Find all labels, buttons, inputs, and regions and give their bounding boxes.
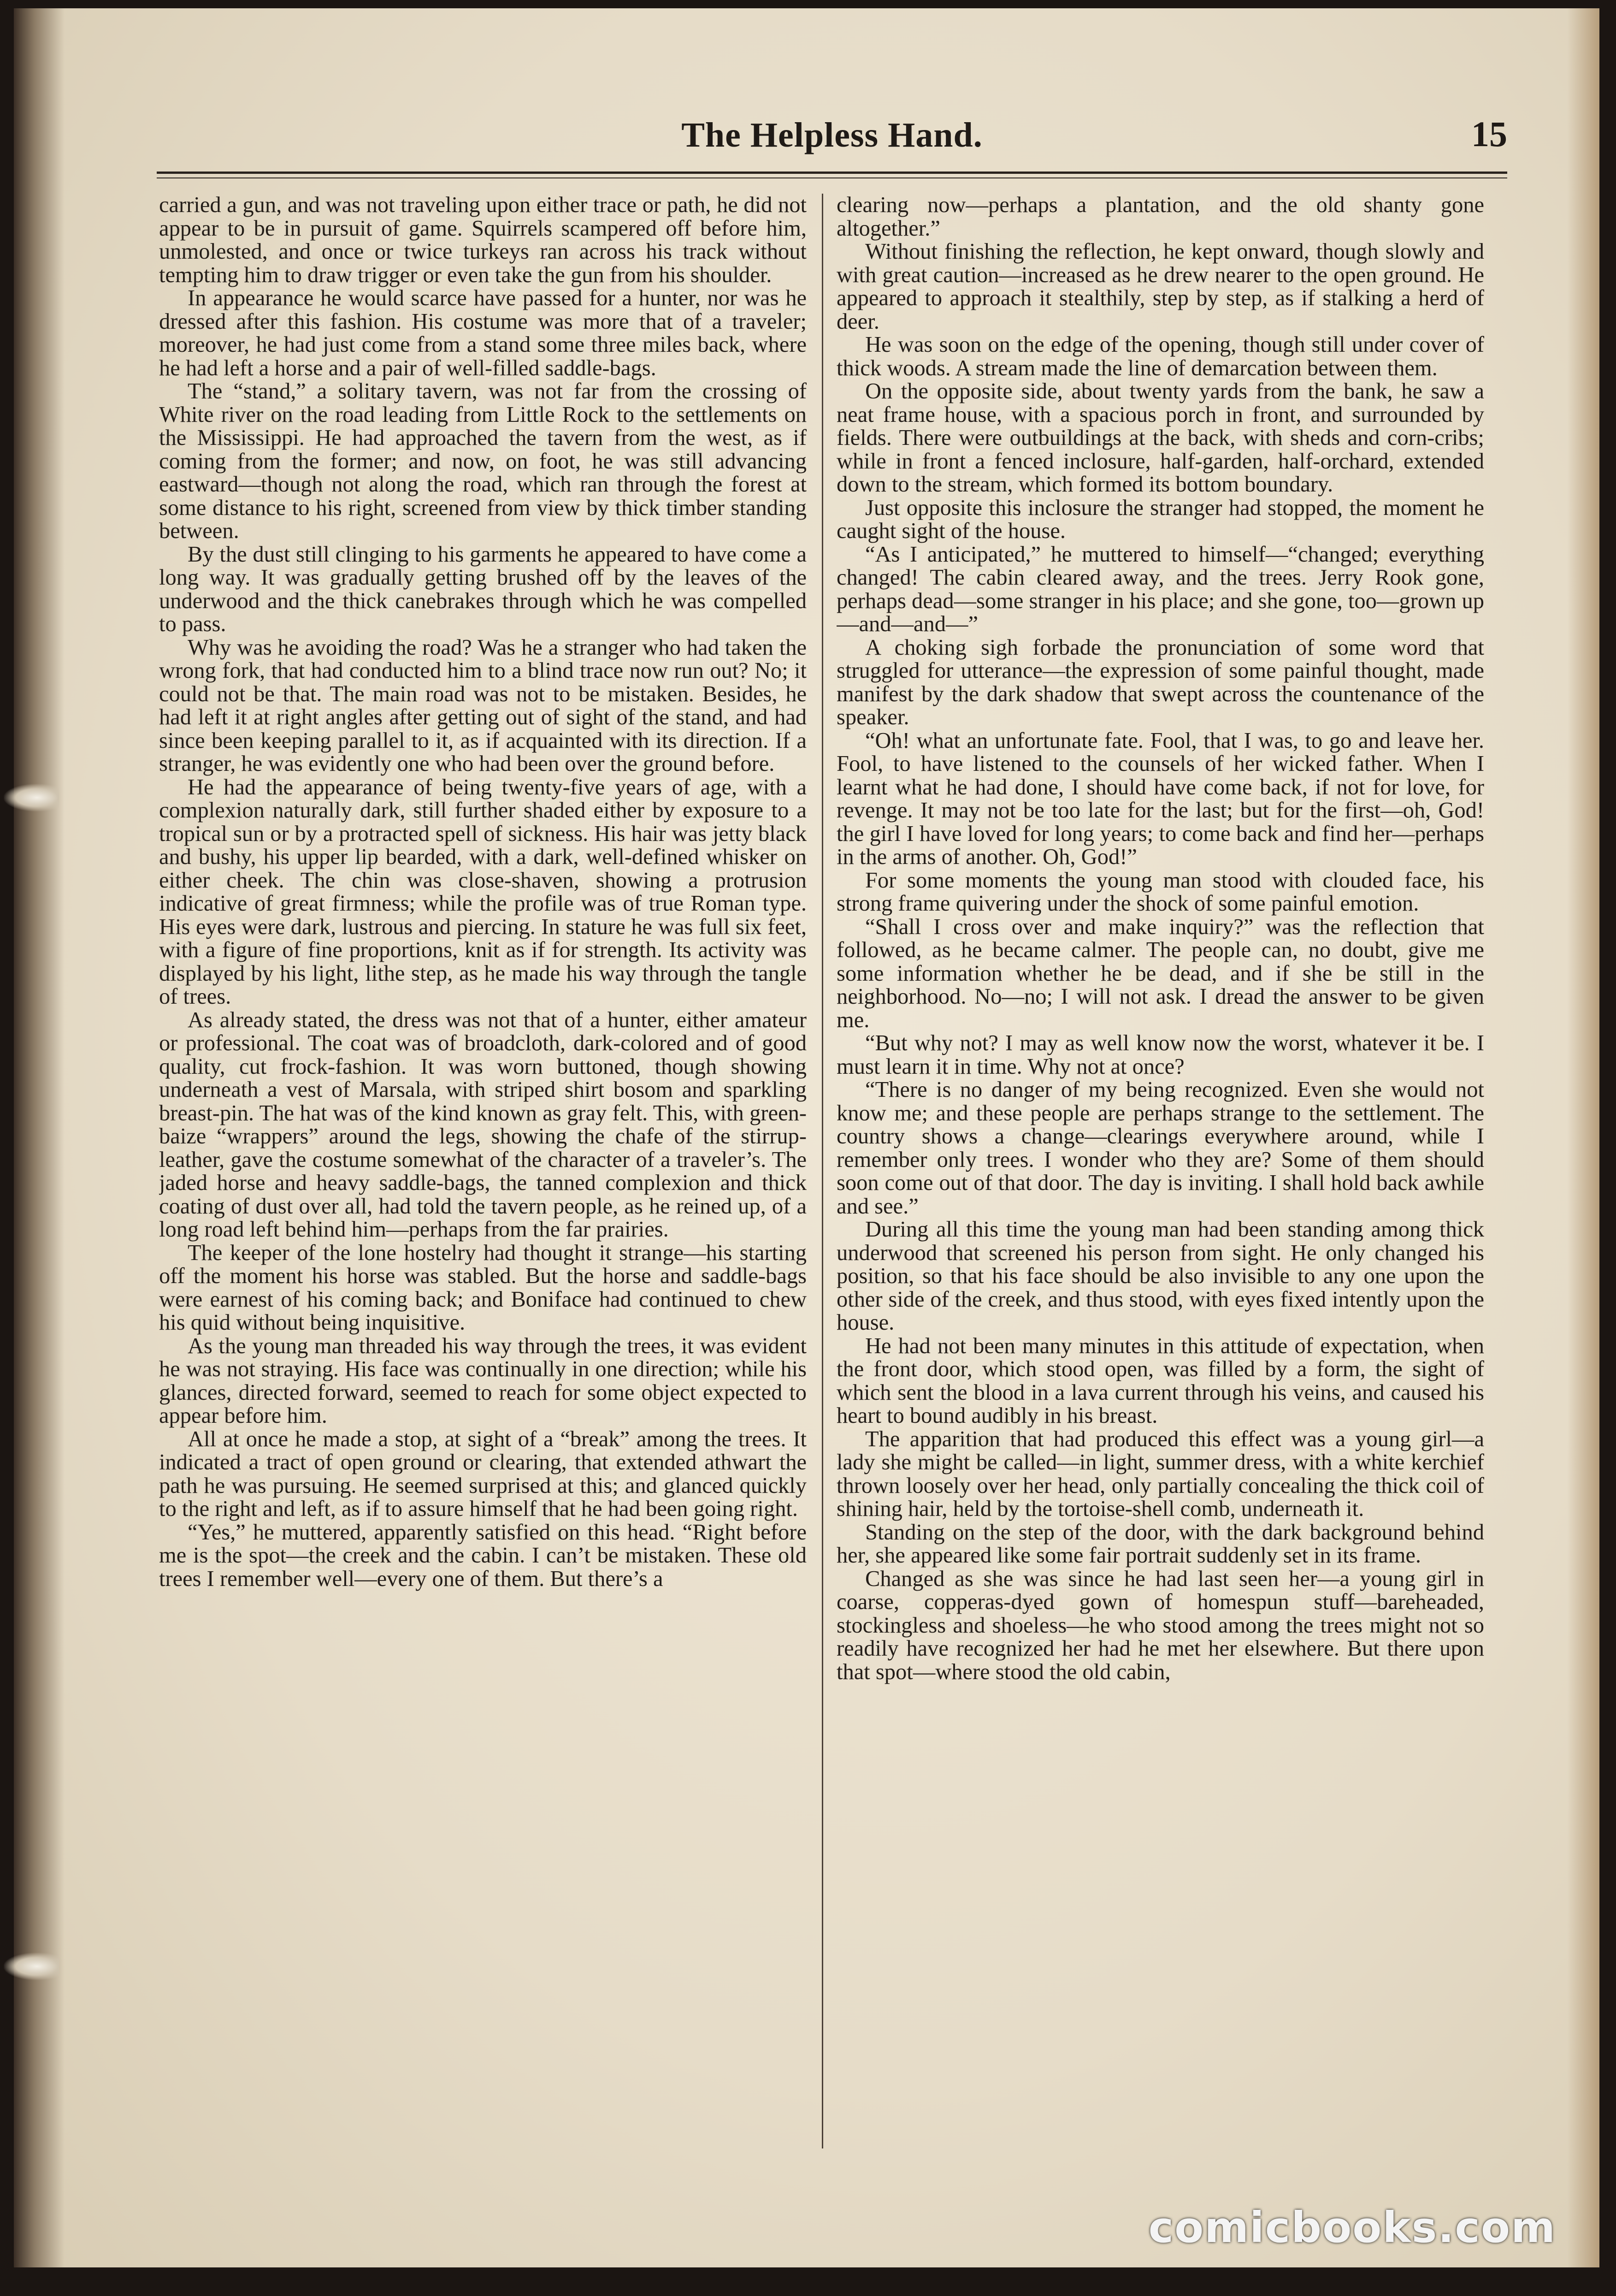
page-header (157, 111, 1507, 161)
paragraph: The keeper of the lone hostelry had thought it strange—his starting off the moment his horse was stabled. But the horse and saddle-bags were earnest of his coming back; and Boniface had continued to chew his quid without being inquisitive. (159, 1240, 807, 1335)
text-column-left (159, 194, 807, 2153)
paragraph: By the dust still clinging to his garments he appeared to have come a long way. It was gradually getting brushed off by the leaves of the underwood and the thick canebrakes through which he was compelled to pass. (159, 542, 807, 636)
paragraph: “There is no danger of my being recognized. Even she would not know me; and these people are perhaps strange to the settlement. The country shows a change—clearings everywhere around, while I remember only trees. I wonder who they are? Some of them should soon come out of that door. The day is inviting. I shall hold back awhile and see.” (837, 1077, 1484, 1219)
paragraph: Why was he avoiding the road? Was he a stranger who had taken the wrong fork, that had conducted him to a blind trace now run out? No; it could not be that. The main road was not to be mistaken. Besides, he had left it at right angles after getting out of sight of the stand, and had since been keeping parallel to it, as if acquainted with its direction. If a stranger, he was evidently one who had been over the ground before. (159, 635, 807, 776)
paragraph: carried a gun, and was not traveling upon either trace or path, he did not appear to be in pursuit of game. Squirrels scampered off before him, unmolested, and once or twice turkeys ran across his track without tempting him to draw trigger or even take the gun from his shoulder. (159, 194, 807, 287)
column-divider (822, 194, 823, 2148)
paragraph: Just opposite this inclosure the stranger had stopped, the moment he caught sight of the house. (837, 495, 1484, 543)
paragraph: He was soon on the edge of the opening, though still under cover of thick woods. A stream made the line of demarcation between them. (837, 332, 1484, 380)
paragraph: Without finishing the reflection, he kept onward, though slowly and with great caution—increased as he drew nearer to the open ground. He appeared to approach it stealthily, step by step, as if stalking a herd of deer. (837, 239, 1484, 334)
paragraph: For some moments the young man stood with clouded face, his strong frame quivering under the shock of some painful emotion. (837, 868, 1484, 916)
paragraph: He had the appearance of being twenty-five years of age, with a complexion naturally dark, still further shaded either by exposure to a tropical sun or by a protracted spell of sickness. His hair was jetty black and bushy, his upper lip bearded, with a dark, well-defined whisker on either cheek. The chin was close-shaven, showing a protrusion indicative of great firmness; while the profile was of true Roman type. His eyes were dark, lustrous and piercing. In stature he was full six feet, with a figure of fine proportions, knit as if for strength. Its activity was displayed by his light, lithe step, as he made his way through the tangle of trees. (159, 775, 807, 1009)
paragraph: “Oh! what an unfortunate fate. Fool, that I was, to go and leave her. Fool, to have listened to the counsels of her wicked father. When I learnt what he had done, I should have come back, if not for love, for revenge. It may not be too late for the last; but for the first—oh, God! the girl I have loved for long years; to come back and find her—perhaps in the arms of another. Oh, God!” (837, 728, 1484, 869)
page-number: 15 (1471, 114, 1507, 154)
running-title: The Helpless Hand. (681, 116, 983, 154)
watermark: comicbooks.com (1148, 2203, 1556, 2252)
paragraph: As already stated, the dress was not that of a hunter, either amateur or professional. The coat was of broadcloth, dark-colored and of good quality, cut frock-fashion. It was worn buttoned, though showing underneath a vest of Marsala, with striped shirt bosom and sparkling breast-pin. The hat was of the kind known as gray felt. This, with green-baize “wrappers” around the legs, showing the chafe of the stirrup-leather, gave the costume somewhat of the character of a traveler’s. The jaded horse and heavy saddle-bags, the tanned complexion and thick coating of dust over all, had told the tavern people, as he reined up, of a long road left behind him—perhaps from the far prairies. (159, 1007, 807, 1242)
paragraph: Changed as she was since he had last seen her—a young girl in coarse, copperas-dyed gown of homespun stuff—bareheaded, stockingless and shoeless—he who stood among the trees might not so readily have recognized her had he met her elsewhere. But there upon that spot—where stood the old cabin, (837, 1566, 1484, 1684)
header-rule (157, 172, 1507, 178)
paragraph: “Yes,” he muttered, apparently satisfied on this head. “Right before me is the spot—the creek and the cabin. I can’t be mistaken. These old trees I remember well—every one of them. But there’s a (159, 1520, 807, 1591)
paragraph: All at once he made a stop, at sight of a “break” among the trees. It indicated a tract of open ground or clearing, that extended athwart the path he was pursuing. He seemed surprised at this; and glanced quickly to the right and left, as if to assure himself that he had been going right. (159, 1426, 807, 1521)
paragraph: The apparition that had produced this effect was a young girl—a lady she might be called—in light, summer dress, with a white kerchief thrown loosely over her head, only partially concealing the thick coil of shining hair, held by the tortoise-shell comb, underneath it. (837, 1426, 1484, 1521)
paragraph: “But why not? I may as well know now the worst, whatever it be. I must learn it in time. Why not at once? (837, 1031, 1484, 1079)
binding-hole-lower (4, 1953, 59, 1980)
binding-gutter (14, 8, 65, 2267)
binding-hole-upper (4, 784, 59, 811)
paragraph: “As I anticipated,” he muttered to himself—“changed; everything changed! The cabin cleared away, and the trees. Jerry Rook gone, perhaps dead—some stranger in his place; and she gone, too—grown up—and—and—” (837, 542, 1484, 636)
paragraph: “Shall I cross over and make inquiry?” was the reflection that followed, as he became calmer. The people can, no doubt, give me some information whether he be dead, and if she be still in the neighborhood. No—no; I will not ask. I dread the answer to be given me. (837, 914, 1484, 1032)
paragraph: clearing now—perhaps a plantation, and the old shanty gone altogether.” (837, 194, 1484, 241)
paragraph: On the opposite side, about twenty yards from the bank, he saw a neat frame house, with a spacious porch in front, and surrounded by fields. There were outbuildings at the back, with sheds and corn-cribs; while in front a fenced inclosure, half-garden, half-orchard, extended down to the stream, which formed its bottom boundary. (837, 379, 1484, 497)
paragraph: As the young man threaded his way through the trees, it was evident he was not straying. His face was continually in one direction; while his glances, directed forward, seemed to reach for some object expected to appear before him. (159, 1333, 807, 1428)
page-edge (1567, 8, 1599, 2267)
text-column-right (837, 194, 1484, 2153)
paragraph: He had not been many minutes in this attitude of expectation, when the front door, which stood open, was filled by a form, the sight of which sent the blood in a lava current through his veins, and caused his heart to bound audibly in his breast. (837, 1333, 1484, 1428)
paragraph: During all this time the young man had been standing among thick underwood that screened his person from sight. He only changed his position, so that his face should be also invisible to any one upon the other side of the creek, and thus stood, with eyes fixed intently upon the house. (837, 1217, 1484, 1335)
paragraph: The “stand,” a solitary tavern, was not far from the crossing of White river on the road leading from Little Rock to the settlements on the Mississippi. He had approached the tavern from the west, as if coming from the former; and now, on foot, he was still advancing eastward—though not along the road, which ran through the forest at some distance to his right, screened from view by thick timber standing between. (159, 379, 807, 543)
paragraph: Standing on the step of the door, with the dark background behind her, she appeared like some fair portrait suddenly set in its frame. (837, 1520, 1484, 1568)
paragraph: In appearance he would scarce have passed for a hunter, nor was he dressed after this fashion. His costume was more that of a traveler; moreover, he had just come from a stand some three miles back, where he had left a horse and a pair of well-filled saddle-bags. (159, 286, 807, 380)
paragraph: A choking sigh forbade the pronunciation of some word that struggled for utterance—the expression of some painful thought, made manifest by the dark shadow that swept across the countenance of the speaker. (837, 635, 1484, 729)
